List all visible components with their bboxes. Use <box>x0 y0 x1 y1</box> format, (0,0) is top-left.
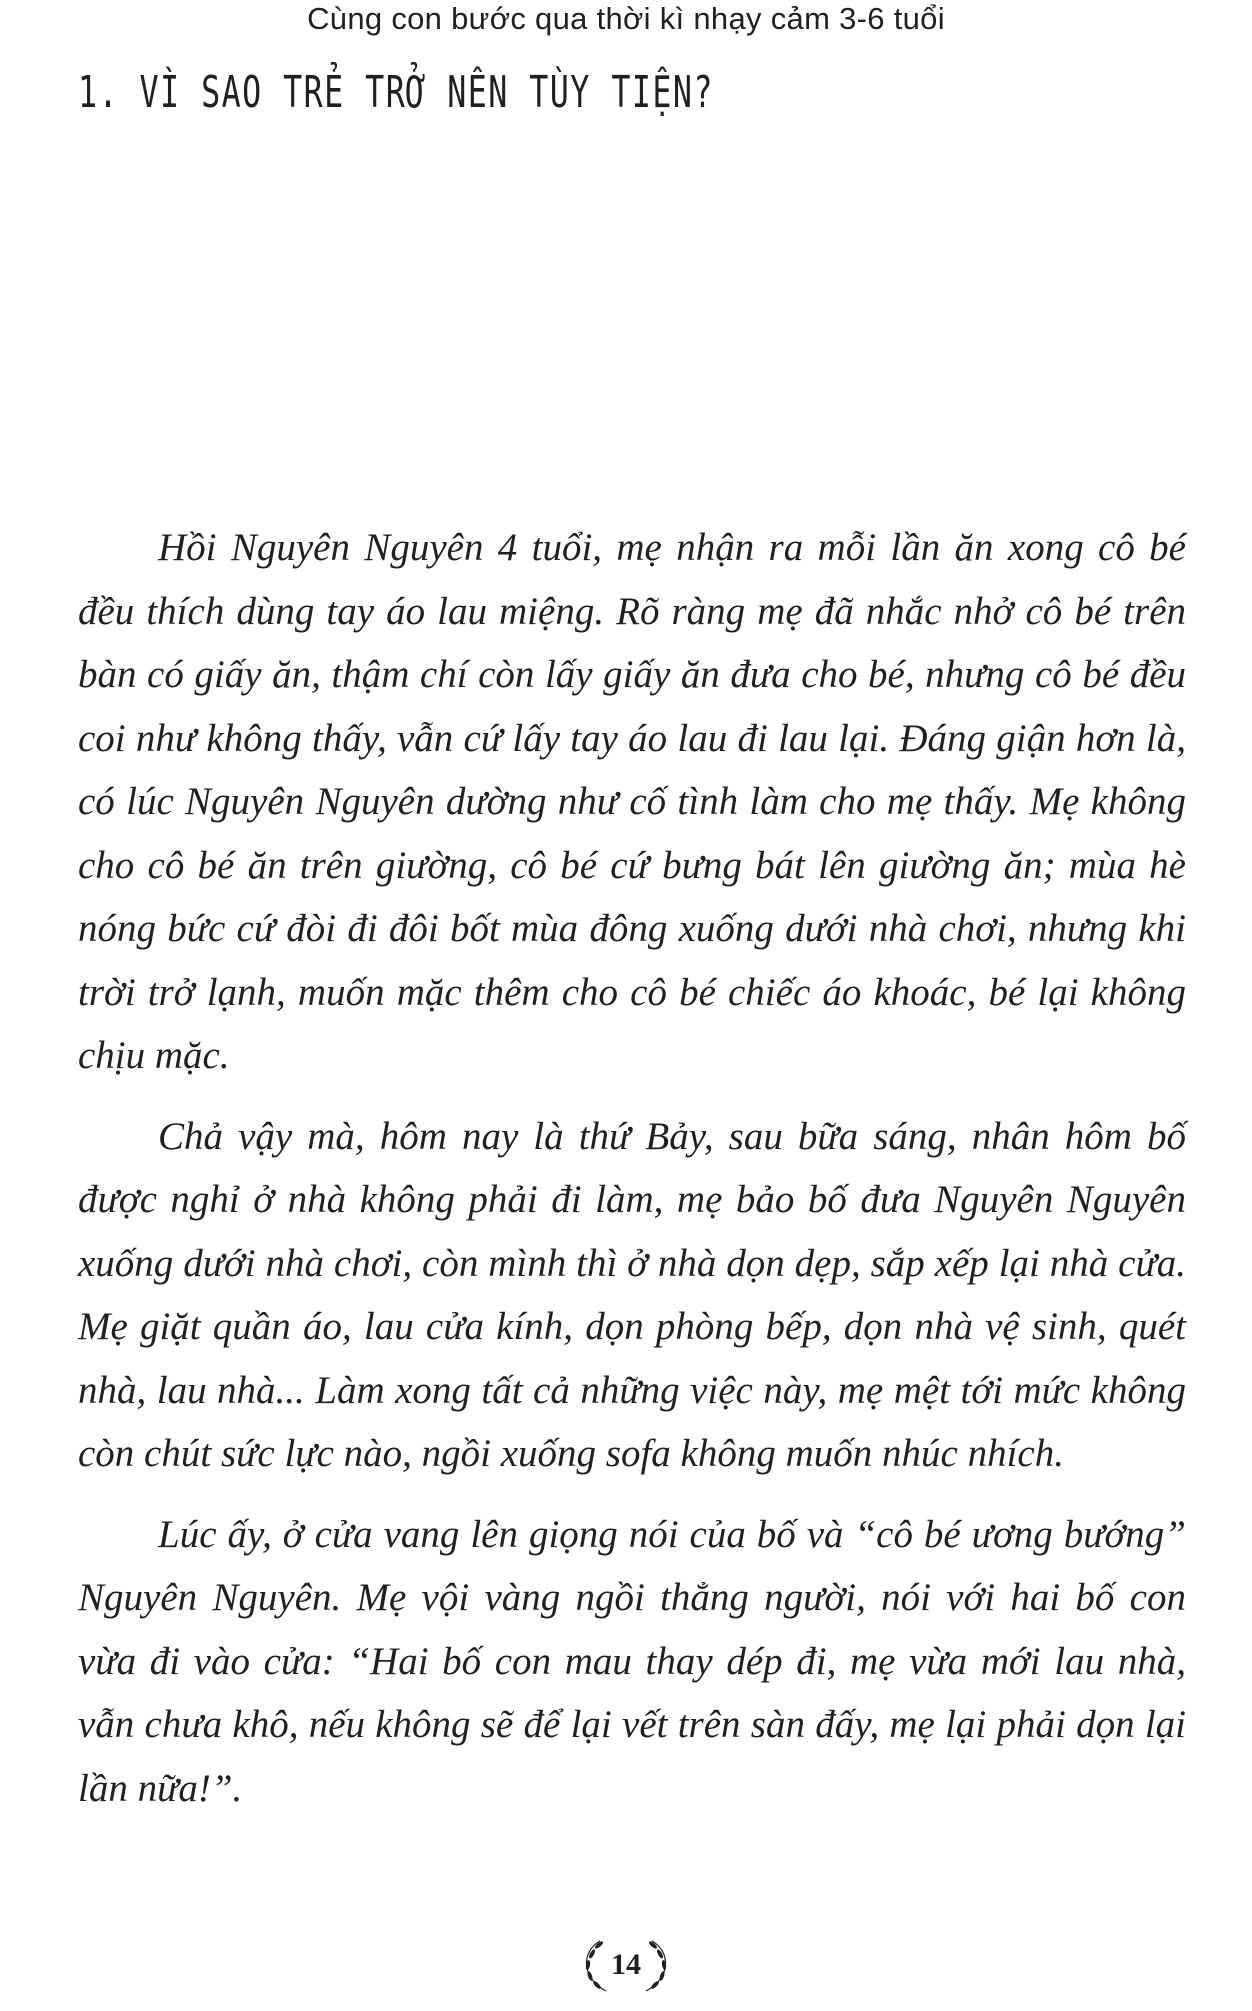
body-text <box>78 516 1186 1837</box>
paragraph: Chả vậy mà, hôm nay là thứ Bảy, sau bữa sáng, nhân hôm bố được nghỉ ở nhà không phải đi làm, mẹ bảo bố đưa Nguyên Nguyên xuống dưới nhà chơi, còn mình thì ở nhà dọn dẹp, sắp xếp lại nhà cửa. Mẹ giặt quần áo, lau cửa kính, dọn phòng bếp, dọn nhà vệ sinh, quét nhà, lau nhà... Làm xong tất cả những việc này, mẹ mệt tới mức không còn chút sức lực nào, ngồi xuống sofa không muốn nhúc nhích. <box>78 1114 1186 1475</box>
paragraph: Lúc ấy, ở cửa vang lên giọng nói của bố và “cô bé ương bướng” Nguyên Nguyên. Mẹ vội vàng ngồi thẳng người, nói với hai bố con vừa đi vào cửa: “Hai bố con mau thay dép đi, mẹ vừa mới lau nhà, vẫn chưa khô, nếu không sẽ để lại vết trên sàn đấy, mẹ lại phải dọn lại lần nữa!”. <box>78 1512 1186 1810</box>
section-title: 1. VÌ SAO TRẺ TRỞ NÊN TÙY TIỆN? <box>78 67 714 118</box>
folio <box>566 1933 686 1997</box>
page-number: 14 <box>611 1948 641 1981</box>
paragraph: Hồi Nguyên Nguyên 4 tuổi, mẹ nhận ra mỗi lần ăn xong cô bé đều thích dùng tay áo lau miệng. Rõ ràng mẹ đã nhắc nhở cô bé trên bàn có giấy ăn, thậm chí còn lấy giấy ăn đưa cho bé, nhưng cô bé đều coi như không thấy, vẫn cứ lấy tay áo lau đi lau lại. Đáng giận hơn là, có lúc Nguyên Nguyên dường như cố tình làm cho mẹ thấy. Mẹ không cho cô bé ăn trên giường, cô bé cứ bưng bát lên giường ăn; mùa hè nóng bức cứ đòi đi đôi bốt mùa đông xuống dưới nhà chơi, nhưng khi trời trở lạnh, muốn mặc thêm cho cô bé chiếc áo khoác, bé lại không chịu mặc. <box>78 526 1186 1077</box>
running-header <box>0 0 1252 38</box>
book-title: Cùng con bước qua thời kì nhạy cảm 3-6 tuổi <box>307 1 945 36</box>
page-footer <box>0 1933 1252 1997</box>
